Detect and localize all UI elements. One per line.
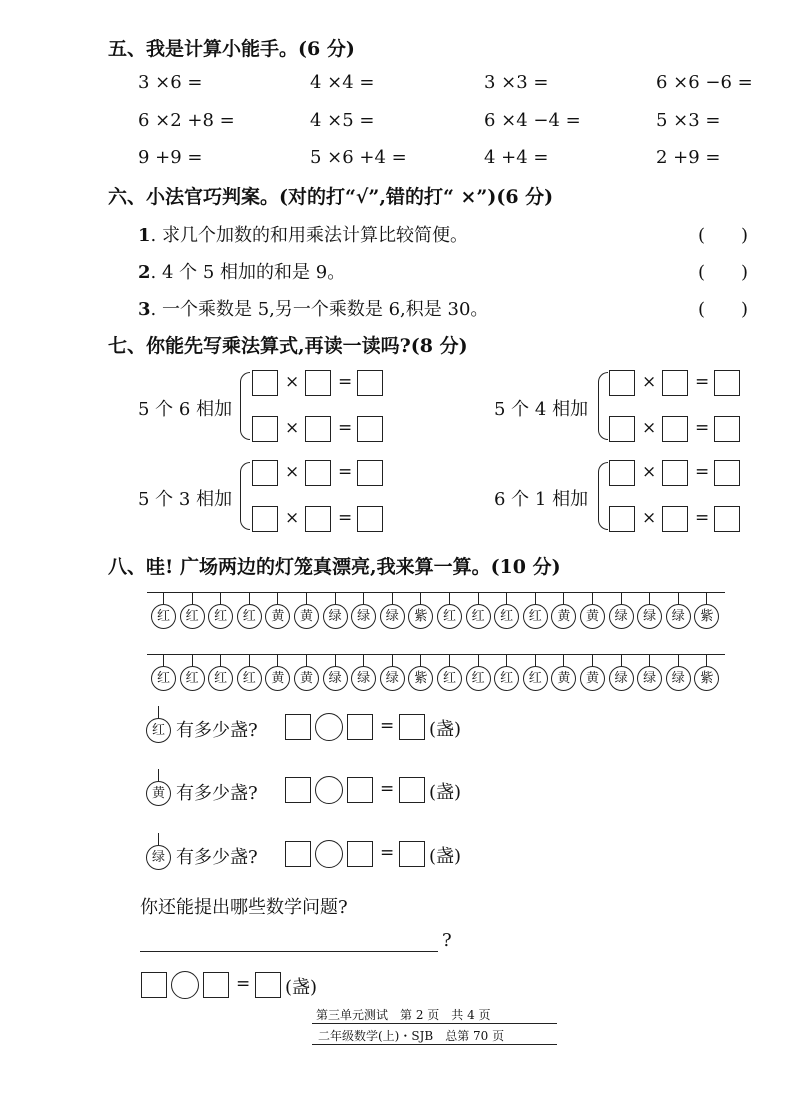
extra-question-prompt: 你还能提出哪些数学问题? [140, 897, 348, 918]
question-text: 有多少盏? [176, 847, 258, 868]
lantern: 绿 [609, 666, 634, 691]
question-lantern: 黄 [146, 781, 171, 806]
lantern: 红 [151, 666, 176, 691]
item-text: . 求几个加数的和用乘法计算比较简便。 [150, 225, 468, 246]
lantern-string [678, 654, 679, 666]
lantern-string [449, 592, 450, 604]
lantern-string [535, 592, 536, 604]
lantern-string [449, 654, 450, 666]
times-sign: × [285, 508, 300, 528]
lantern-string [158, 833, 159, 845]
item-text: . 4 个 5 相加的和是 9。 [150, 262, 346, 283]
question-mark: ? [442, 930, 452, 951]
lantern-string [335, 654, 336, 666]
lantern-string [706, 592, 707, 604]
group-label: 5 个 4 相加 [494, 399, 589, 420]
brace [240, 462, 250, 530]
lantern-string [621, 654, 622, 666]
calc-problem: 4 +4 = [484, 147, 549, 168]
answer-box[interactable] [285, 714, 311, 740]
question-text: 有多少盏? [176, 783, 258, 804]
lantern-string [563, 592, 564, 604]
lantern-string [249, 654, 250, 666]
lantern-string [392, 654, 393, 666]
lantern: 绿 [323, 604, 348, 629]
answer-line[interactable] [140, 951, 438, 952]
answer-paren[interactable]: ( ) [698, 299, 749, 320]
calc-problem: 9 +9 = [138, 147, 203, 168]
answer-box[interactable] [609, 416, 635, 442]
lantern: 红 [466, 666, 491, 691]
item-number: 1 [138, 225, 151, 246]
answer-box[interactable] [305, 460, 331, 486]
answer-box[interactable] [252, 416, 278, 442]
answer-box[interactable] [357, 506, 383, 532]
lantern: 绿 [351, 604, 376, 629]
times-sign: × [285, 418, 300, 438]
lantern-string [621, 592, 622, 604]
lantern: 红 [208, 666, 233, 691]
lantern-string [592, 654, 593, 666]
lantern-string [192, 654, 193, 666]
lantern-string [506, 592, 507, 604]
calc-problem: 2 +9 = [656, 147, 721, 168]
lantern: 黄 [265, 604, 290, 629]
lantern-string [306, 592, 307, 604]
times-sign: × [285, 462, 300, 482]
calc-problem: 3 ×3 = [484, 72, 549, 93]
question-lantern: 红 [146, 718, 171, 743]
lantern: 红 [437, 666, 462, 691]
lantern-string [220, 654, 221, 666]
lantern-string [420, 654, 421, 666]
section8-title: 八、哇! 广场两边的灯笼真漂亮,我来算一算。(10 分) [108, 556, 561, 578]
times-sign: × [642, 372, 657, 392]
lantern: 红 [180, 604, 205, 629]
lantern: 紫 [408, 604, 433, 629]
lantern: 紫 [408, 666, 433, 691]
answer-box[interactable] [347, 841, 373, 867]
answer-box[interactable] [305, 416, 331, 442]
lantern: 紫 [694, 666, 719, 691]
lantern-rope [147, 654, 725, 655]
operator-circle[interactable] [171, 971, 199, 999]
equals-sign: = [236, 974, 251, 994]
lantern-string [592, 592, 593, 604]
lantern: 黄 [551, 666, 576, 691]
section6-title: 六、小法官巧判案。(对的打“√”,错的打“ ×”)(6 分) [108, 186, 554, 208]
lantern: 绿 [609, 604, 634, 629]
lantern: 红 [466, 604, 491, 629]
brace [240, 372, 250, 440]
answer-box[interactable] [714, 370, 740, 396]
answer-box[interactable] [399, 841, 425, 867]
lantern-string [306, 654, 307, 666]
answer-box[interactable] [662, 416, 688, 442]
equals-sign: = [695, 462, 710, 482]
brace [598, 372, 608, 440]
calc-problem: 6 ×2 +8 = [138, 110, 235, 131]
lantern-string [478, 654, 479, 666]
answer-box[interactable] [357, 416, 383, 442]
answer-box[interactable] [609, 506, 635, 532]
answer-box[interactable] [255, 972, 281, 998]
answer-box[interactable] [662, 506, 688, 532]
footer-line2: 二年级数学(上)・SJB 总第 70 页 [318, 1029, 505, 1043]
answer-box[interactable] [714, 506, 740, 532]
answer-box[interactable] [285, 777, 311, 803]
calc-problem: 6 ×4 −4 = [484, 110, 581, 131]
times-sign: × [642, 508, 657, 528]
answer-box[interactable] [714, 416, 740, 442]
lantern-string [158, 769, 159, 781]
footer-rule-bottom [312, 1044, 557, 1045]
section5-title: 五、我是计算小能手。(6 分) [108, 38, 355, 60]
group-label: 5 个 6 相加 [138, 399, 233, 420]
lantern-string [649, 654, 650, 666]
lantern: 绿 [637, 666, 662, 691]
answer-box[interactable] [203, 972, 229, 998]
calc-problem: 4 ×4 = [310, 72, 375, 93]
lantern: 绿 [323, 666, 348, 691]
unit-label: (盏) [285, 977, 318, 998]
answer-paren[interactable]: ( ) [698, 225, 749, 246]
lantern-string [220, 592, 221, 604]
lantern-string [649, 592, 650, 604]
lantern: 红 [237, 666, 262, 691]
answer-box[interactable] [252, 370, 278, 396]
lantern: 绿 [380, 666, 405, 691]
question-lantern: 绿 [146, 845, 171, 870]
answer-box[interactable] [252, 506, 278, 532]
calc-problem: 6 ×6 −6 = [656, 72, 753, 93]
answer-box[interactable] [141, 972, 167, 998]
answer-box[interactable] [305, 506, 331, 532]
answer-box[interactable] [347, 714, 373, 740]
answer-box[interactable] [662, 370, 688, 396]
lantern: 红 [208, 604, 233, 629]
equals-sign: = [338, 418, 353, 438]
lantern: 红 [523, 666, 548, 691]
equals-sign: = [695, 372, 710, 392]
lantern-string [163, 654, 164, 666]
lantern-string [678, 592, 679, 604]
judge-item [138, 258, 345, 284]
question-text: 有多少盏? [176, 720, 258, 741]
answer-box[interactable] [357, 370, 383, 396]
lantern-string [706, 654, 707, 666]
equals-sign: = [338, 372, 353, 392]
lantern-string [535, 654, 536, 666]
lantern-string [163, 592, 164, 604]
calc-problem: 4 ×5 = [310, 110, 375, 131]
calc-problem: 3 ×6 = [138, 72, 203, 93]
lantern-string [277, 654, 278, 666]
lantern: 黄 [294, 666, 319, 691]
lantern: 绿 [380, 604, 405, 629]
equals-sign: = [695, 508, 710, 528]
item-number: 2 [138, 262, 151, 283]
lantern: 绿 [637, 604, 662, 629]
answer-box[interactable] [285, 841, 311, 867]
judge-item [138, 295, 488, 321]
lantern-string [363, 654, 364, 666]
lantern-string [363, 592, 364, 604]
unit-label: (盏) [429, 782, 462, 803]
lantern: 紫 [694, 604, 719, 629]
lantern-rope [147, 592, 725, 593]
lantern: 黄 [580, 666, 605, 691]
lantern: 红 [437, 604, 462, 629]
lantern: 黄 [580, 604, 605, 629]
times-sign: × [642, 462, 657, 482]
answer-box[interactable] [399, 777, 425, 803]
equals-sign: = [380, 716, 395, 736]
lantern-string [277, 592, 278, 604]
lantern: 绿 [666, 666, 691, 691]
lantern-string [192, 592, 193, 604]
operator-circle[interactable] [315, 840, 343, 868]
judge-item [138, 221, 468, 247]
equals-sign: = [338, 508, 353, 528]
lantern: 红 [494, 604, 519, 629]
lantern: 红 [494, 666, 519, 691]
lantern: 黄 [551, 604, 576, 629]
lantern: 绿 [351, 666, 376, 691]
footer-rule-top [312, 1023, 557, 1024]
calc-problem: 5 ×6 +4 = [310, 147, 407, 168]
lantern: 红 [523, 604, 548, 629]
lantern-string [335, 592, 336, 604]
unit-label: (盏) [429, 846, 462, 867]
answer-box[interactable] [357, 460, 383, 486]
equals-sign: = [695, 418, 710, 438]
calc-problem: 5 ×3 = [656, 110, 721, 131]
answer-box[interactable] [714, 460, 740, 486]
group-label: 6 个 1 相加 [494, 489, 589, 510]
equals-sign: = [380, 779, 395, 799]
lantern-string [158, 706, 159, 718]
answer-box[interactable] [347, 777, 373, 803]
answer-box[interactable] [252, 460, 278, 486]
times-sign: × [285, 372, 300, 392]
lantern: 红 [151, 604, 176, 629]
lantern-string [506, 654, 507, 666]
brace [598, 462, 608, 530]
lantern: 黄 [294, 604, 319, 629]
section7-title: 七、你能先写乘法算式,再读一读吗?(8 分) [108, 335, 468, 357]
lantern: 绿 [666, 604, 691, 629]
answer-box[interactable] [305, 370, 331, 396]
operator-circle[interactable] [315, 713, 343, 741]
answer-box[interactable] [609, 460, 635, 486]
lantern: 黄 [265, 666, 290, 691]
equals-sign: = [380, 843, 395, 863]
answer-paren[interactable]: ( ) [698, 262, 749, 283]
equals-sign: = [338, 462, 353, 482]
unit-label: (盏) [429, 719, 462, 740]
operator-circle[interactable] [315, 776, 343, 804]
answer-box[interactable] [609, 370, 635, 396]
item-number: 3 [138, 299, 151, 320]
lantern-string [563, 654, 564, 666]
lantern-string [392, 592, 393, 604]
answer-box[interactable] [399, 714, 425, 740]
item-text: . 一个乘数是 5,另一个乘数是 6,积是 30。 [150, 299, 489, 320]
lantern: 红 [180, 666, 205, 691]
answer-box[interactable] [662, 460, 688, 486]
lantern-string [249, 592, 250, 604]
group-label: 5 个 3 相加 [138, 489, 233, 510]
lantern-string [420, 592, 421, 604]
times-sign: × [642, 418, 657, 438]
lantern: 红 [237, 604, 262, 629]
lantern-string [478, 592, 479, 604]
footer-line1: 第三单元测试 第 2 页 共 4 页 [316, 1008, 491, 1022]
